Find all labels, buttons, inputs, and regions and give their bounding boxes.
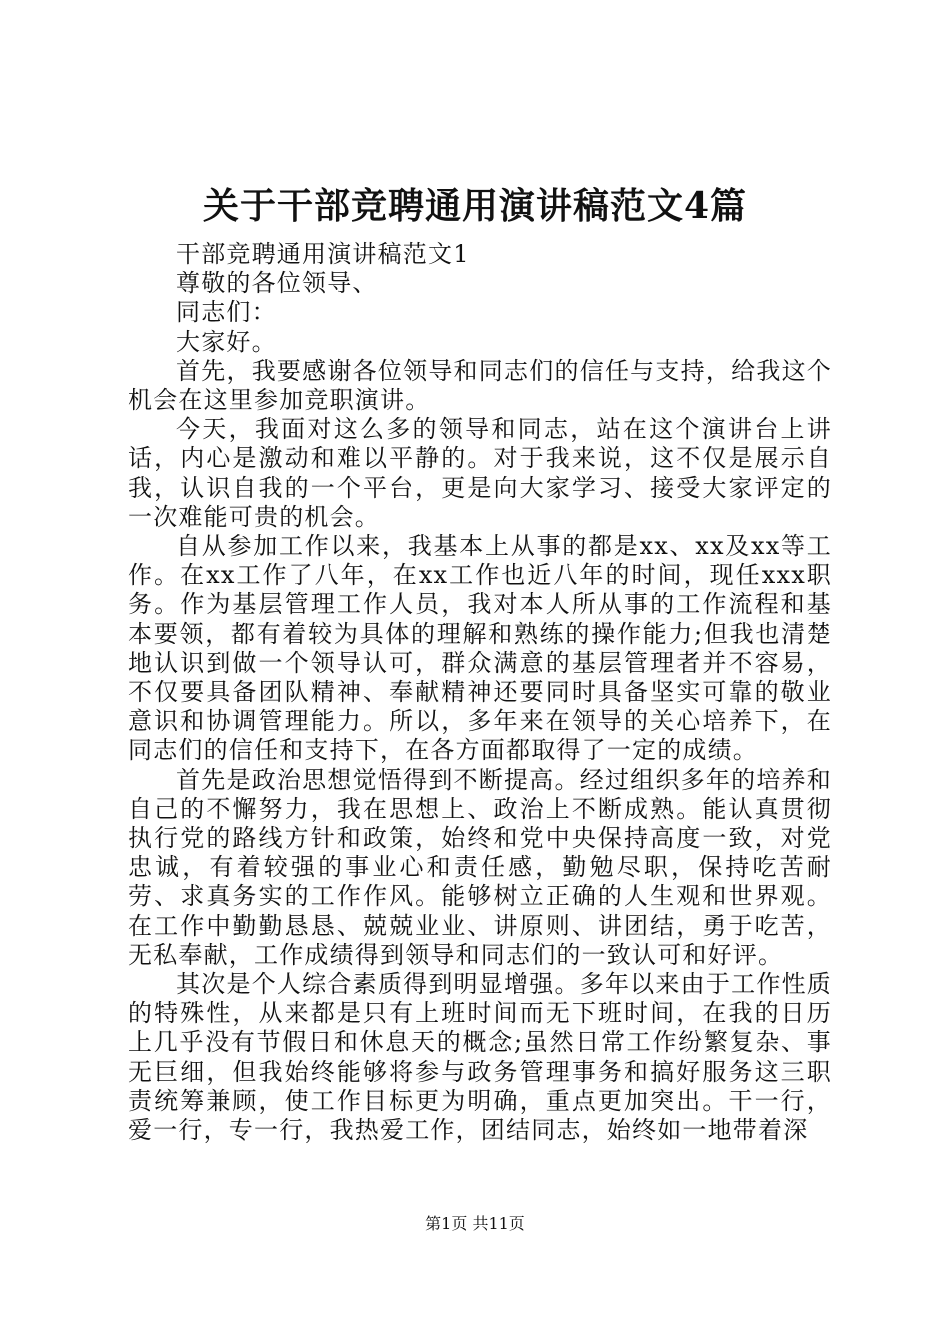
body-paragraph: 首先是政治思想觉悟得到不断提高。经过组织多年的培养和自己的不懈努力，我在思想上、政治上不断成熟。能认真贯彻执行党的路线方针和政策，始终和党中央保持高度一致，对党忠诚，有着较强的事业心和责任感，勤勉尽职，保持吃苦耐劳、求真务实的工作作风。能够树立正确的人生观和世界观。在工作中勤勤恳恳、兢兢业业、讲原则、讲团结，勇于吃苦，无私奉献，工作成绩得到领导和同志们的一致认可和好评。 — [128, 765, 832, 969]
greeting-paragraph: 大家好。 — [176, 327, 277, 356]
body-paragraph: 其次是个人综合素质得到明显增强。多年以来由于工作性质的特殊性，从来都是只有上班时间而无下班时间，在我的日历上几乎没有节假日和休息天的概念;虽然日常工作纷繁复杂、事无巨细，但我始终能够将参与政务管理事务和搞好服务这三职责统筹兼顾，使工作目标更为明确，重点更加突出。干一行，爱一行，专一行，我热爱工作，团结同志，始终如一地带着深 — [128, 970, 832, 1145]
document-title: 关于干部竞聘通用演讲稿范文4篇 — [202, 185, 748, 227]
subtitle-paragraph: 干部竞聘通用演讲稿范文1 — [176, 240, 470, 268]
document-body — [128, 240, 832, 1145]
salutation-paragraph: 尊敬的各位领导、 — [176, 269, 378, 298]
page-number-footer: 第1页 共11页 — [425, 1214, 525, 1233]
body-paragraph: 首先，我要感谢各位领导和同志们的信任与支持，给我这个机会在这里参加竞职演讲。 — [128, 356, 832, 415]
salutation-paragraph: 同志们： — [176, 298, 277, 327]
body-paragraph: 今天，我面对这么多的领导和同志，站在这个演讲台上讲话，内心是激动和难以平静的。对于我来说，这不仅是展示自我，认识自我的一个平台，更是向大家学习、接受大家评定的一次难能可贵的机会。 — [128, 415, 832, 531]
body-paragraph: 自从参加工作以来，我基本上从事的都是xx、xx及xx等工作。在xx工作了八年，在xx工作也近八年的时间，现任xxx职务。作为基层管理工作人员，我对本人所从事的工作流程和基本要领，都有着较为具体的理解和熟练的操作能力;但我也清楚地认识到做一个领导认可，群众满意的基层管理者并不容易，不仅要具备团队精神、奉献精神还要同时具备坚实可靠的敬业意识和协调管理能力。所以，多年来在领导的关心培养下，在同志们的信任和支持下，在各方面都取得了一定的成绩。 — [128, 532, 832, 765]
